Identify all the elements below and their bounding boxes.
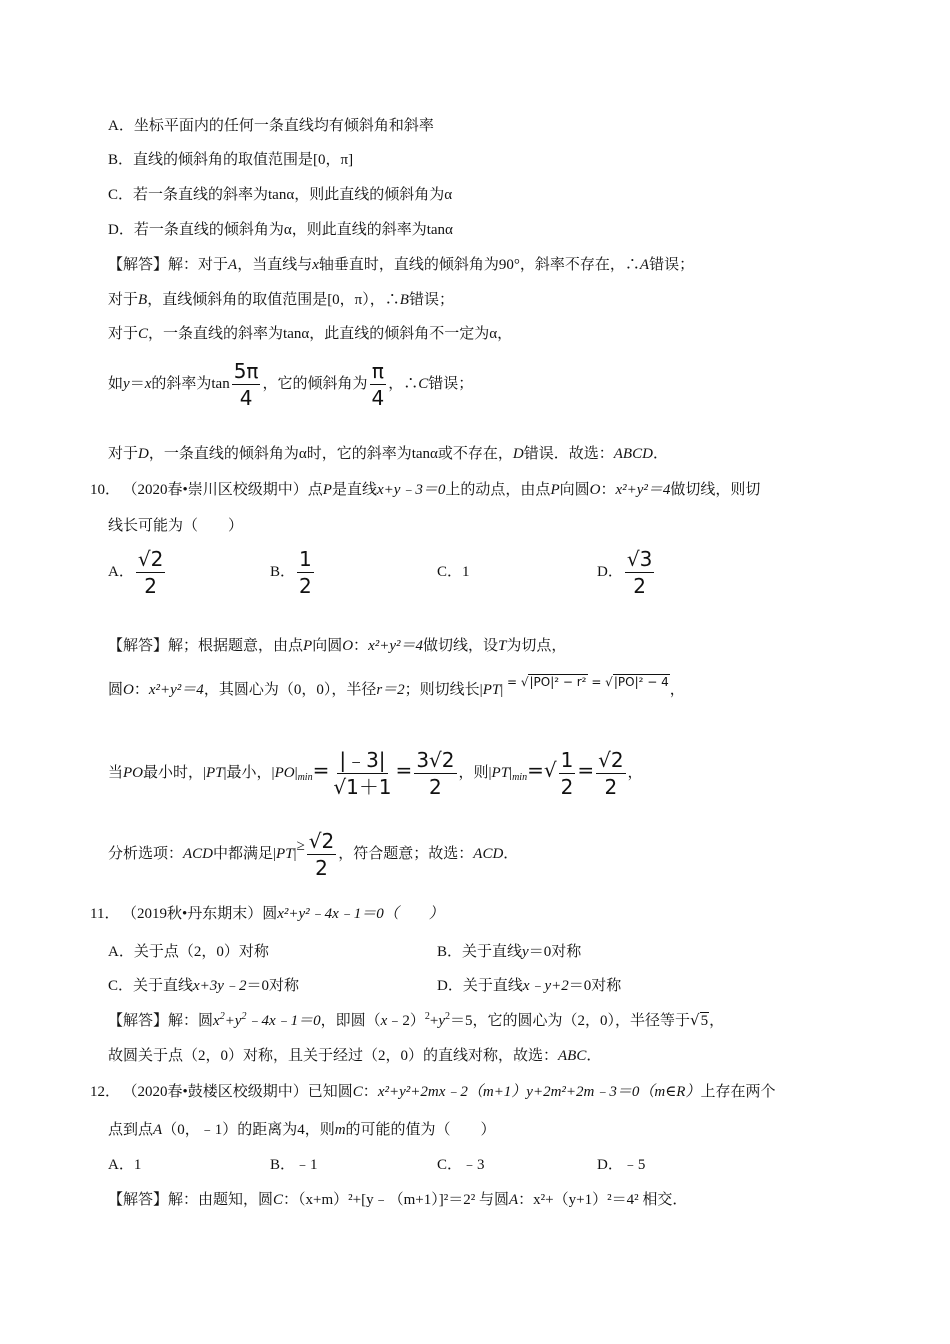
text: ： bbox=[133, 682, 149, 698]
text: 对于 bbox=[108, 446, 139, 462]
equation: $x^2+y^2﹣4x﹣1=0$ bbox=[213, 1011, 321, 1029]
var: PT bbox=[206, 765, 224, 781]
text: ，当直线与 bbox=[237, 257, 313, 273]
subscript: min bbox=[297, 772, 313, 783]
superscript: 2 bbox=[444, 1011, 450, 1022]
q12-answer-line1 bbox=[108, 1190, 687, 1210]
var: O bbox=[342, 638, 354, 654]
equation: x²+y²＝4 bbox=[368, 638, 423, 654]
denominator: 2 bbox=[429, 775, 442, 800]
var: PT bbox=[491, 765, 510, 781]
text: 圆 bbox=[108, 682, 124, 698]
question-number: 11． bbox=[90, 906, 120, 922]
text: 故圆关于点（2，0）对称，且关于经过（2，0）的直线对称，故选： bbox=[108, 1048, 559, 1064]
q9-answer-line3 bbox=[108, 324, 512, 344]
q12-option-c: C．﹣3 bbox=[437, 1157, 485, 1173]
var: T bbox=[498, 638, 507, 654]
numerator: π bbox=[371, 359, 384, 384]
var: D bbox=[512, 446, 524, 462]
var: A bbox=[639, 257, 650, 273]
text: ． bbox=[586, 1048, 602, 1064]
var: x bbox=[380, 1013, 388, 1029]
q12-option-d: D．﹣5 bbox=[597, 1157, 646, 1173]
text: ， bbox=[709, 1013, 725, 1029]
var: C bbox=[352, 1084, 363, 1100]
var: D bbox=[138, 446, 149, 462]
q10-answer-line1 bbox=[108, 636, 566, 656]
text: 上的动点，由点 bbox=[445, 482, 551, 498]
q10-answer-line2 bbox=[108, 675, 685, 700]
equation: x²+y²+2mx﹣2（m+1）y+2m²+2m﹣3＝0（m∈R） bbox=[377, 1084, 701, 1100]
q12-option-b: B．﹣1 bbox=[270, 1157, 318, 1173]
text: 【解答】解：由题知，圆 bbox=[108, 1192, 274, 1208]
text: （0，﹣1）的距离为4，则 bbox=[162, 1122, 335, 1138]
text: ，直线倾斜角的取值范围是[0，π），∴ bbox=[147, 292, 400, 308]
text: 如 bbox=[108, 376, 124, 392]
text: ： bbox=[362, 1084, 378, 1100]
equals: = bbox=[577, 758, 595, 782]
text: D．关于直线 bbox=[437, 978, 523, 994]
fraction bbox=[136, 547, 165, 598]
q9-option-c: C．若一条直线的斜率为tanα，则此直线的倾斜角为α bbox=[108, 187, 453, 203]
text: 分析选项： bbox=[108, 846, 184, 862]
numerator: 1 bbox=[560, 748, 574, 773]
var: A bbox=[153, 1122, 163, 1138]
q11-option-d bbox=[437, 976, 621, 996]
var: B bbox=[399, 292, 409, 308]
denominator: 2 bbox=[560, 775, 574, 800]
var: y bbox=[123, 376, 130, 392]
var: y bbox=[522, 944, 529, 960]
var: x bbox=[312, 257, 319, 273]
q10-option-b bbox=[270, 544, 316, 600]
label: B． bbox=[270, 564, 296, 580]
text: 为切点， bbox=[506, 638, 567, 654]
equation: x﹣y+2 bbox=[522, 978, 569, 994]
text: ；则切线长| bbox=[404, 682, 483, 698]
text: ＝ bbox=[129, 376, 145, 392]
text: 向圆 bbox=[312, 638, 343, 654]
var: y bbox=[438, 1013, 445, 1029]
q9-option-d: D．若一条直线的倾斜角为α，则此直线的斜率为tanα bbox=[108, 222, 453, 238]
text: 错误； bbox=[428, 376, 474, 392]
var: P bbox=[303, 638, 313, 654]
denominator: 4 bbox=[239, 386, 253, 411]
q11-answer-line2 bbox=[108, 1046, 601, 1066]
fraction-pi-over-4 bbox=[369, 359, 386, 410]
fraction bbox=[307, 829, 336, 880]
text: ． bbox=[503, 846, 519, 862]
text: 轴垂直时，直线的倾斜角为90°，斜率不存在，∴ bbox=[318, 257, 640, 273]
source: （2019秋•丹东期末）圆 bbox=[129, 906, 278, 922]
text: 对于 bbox=[108, 326, 139, 342]
var: A bbox=[228, 257, 238, 273]
numerator: |﹣3| bbox=[339, 748, 386, 773]
text: 的可能的值为（ ） bbox=[345, 1122, 496, 1138]
text: B．关于直线 bbox=[437, 944, 523, 960]
var: P bbox=[322, 482, 332, 498]
fraction bbox=[625, 547, 654, 598]
q10-answer-line3 bbox=[108, 728, 643, 815]
text: ，其圆心为（0，0），半径 bbox=[203, 682, 377, 698]
q10-option-a bbox=[108, 544, 167, 600]
q11-option-b bbox=[437, 942, 581, 962]
text: ，一条直线的斜率为tanα，此直线的倾斜角不一定为α， bbox=[148, 326, 513, 342]
var: ABC bbox=[558, 1048, 587, 1064]
q11-option-c bbox=[108, 976, 299, 996]
q11-option-a: A．关于点（2，0）对称 bbox=[108, 944, 269, 960]
var: PO bbox=[123, 765, 144, 781]
var: C bbox=[138, 326, 149, 342]
q10-option-d bbox=[597, 544, 656, 600]
sqrt-5: √5 bbox=[690, 1011, 709, 1029]
q10-option-c: C．1 bbox=[437, 564, 470, 580]
q9-answer-line1 bbox=[108, 255, 694, 275]
q9-option-a: A．坐标平面内的任何一条直线均有倾斜角和斜率 bbox=[108, 118, 434, 134]
numerator: 5π bbox=[233, 359, 259, 384]
var: ACD bbox=[183, 846, 214, 862]
text: 对于 bbox=[108, 292, 139, 308]
text: ，则| bbox=[458, 765, 492, 781]
equation: r＝2 bbox=[376, 682, 405, 698]
question-number: 12． bbox=[90, 1084, 121, 1100]
formula-tangent-length: = √|PO|² − r² = √|PO|² − 4 bbox=[506, 675, 669, 689]
numerator: √2 bbox=[137, 547, 164, 572]
label: D． bbox=[597, 564, 623, 580]
text: ，一条直线的倾斜角为α时，它的斜率为tanα或不存在， bbox=[148, 446, 513, 462]
var: O bbox=[123, 682, 134, 698]
var: PT bbox=[276, 846, 294, 862]
text: ＝0对称 bbox=[528, 944, 582, 960]
text: 最小时，| bbox=[143, 765, 207, 781]
radicand: 5 bbox=[700, 1013, 709, 1029]
text: ，即圆（ bbox=[320, 1013, 381, 1029]
fraction bbox=[559, 748, 576, 799]
var: C bbox=[418, 376, 429, 392]
text: ：x²+（y+1）²＝4² 相交． bbox=[518, 1192, 688, 1208]
text: 做切线，设 bbox=[423, 638, 499, 654]
text: ＝0对称 bbox=[246, 978, 299, 994]
text: 点到点 bbox=[108, 1122, 154, 1138]
numerator: √2 bbox=[308, 829, 335, 854]
equation: x²+y²﹣4x﹣1＝0（ ） bbox=[277, 906, 444, 922]
text: 当 bbox=[108, 765, 124, 781]
var: C bbox=[273, 1192, 284, 1208]
source: （2020春•鼓楼区校级期中）已知圆 bbox=[130, 1084, 353, 1100]
text: ，符合题意；故选： bbox=[338, 846, 474, 862]
q9-option-b: B．直线的倾斜角的取值范围是[0，π] bbox=[108, 152, 354, 168]
q12-stem-line1 bbox=[90, 1082, 776, 1102]
var: O bbox=[589, 482, 601, 498]
text: 做切线，则切 bbox=[670, 482, 761, 498]
source: （2020春•崇川区校级期中）点 bbox=[130, 482, 323, 498]
equals: = bbox=[312, 758, 330, 782]
question-number: 10． bbox=[90, 482, 121, 498]
var: m bbox=[334, 1122, 346, 1138]
fraction bbox=[331, 748, 393, 799]
label: A． bbox=[108, 564, 134, 580]
text: ， bbox=[669, 682, 685, 698]
equation: x²+y²＝4 bbox=[615, 482, 671, 498]
text: ＝0对称 bbox=[568, 978, 622, 994]
var: PT bbox=[482, 682, 501, 698]
equation: x²+y²＝4 bbox=[148, 682, 204, 698]
numerator: 1 bbox=[299, 547, 312, 572]
fraction bbox=[596, 748, 625, 799]
denominator: 2 bbox=[633, 574, 646, 599]
text: |最小，| bbox=[223, 765, 275, 781]
text: C．关于直线 bbox=[108, 978, 194, 994]
denominator: 2 bbox=[315, 856, 328, 881]
text: 向圆 bbox=[559, 482, 590, 498]
q10-answer-line4 bbox=[108, 816, 518, 892]
ge-sign: ≥ bbox=[296, 838, 305, 854]
numerator: √3 bbox=[626, 547, 653, 572]
numerator: 3√2 bbox=[416, 748, 455, 773]
text: | bbox=[293, 846, 297, 862]
numerator: √2 bbox=[598, 748, 624, 773]
var: ABCD bbox=[613, 446, 653, 462]
text: 【解答】解：圆 bbox=[108, 1013, 214, 1029]
fraction bbox=[414, 748, 456, 799]
q9-answer-line2 bbox=[108, 290, 454, 310]
radical-sign: √ bbox=[543, 758, 557, 782]
var: A bbox=[508, 1192, 519, 1208]
text: | bbox=[294, 765, 298, 781]
equation: x+y﹣3＝0 bbox=[376, 482, 446, 498]
text: | bbox=[500, 682, 504, 698]
superscript: 2 bbox=[424, 1011, 430, 1022]
fraction bbox=[297, 547, 314, 598]
text: ＝5，它的圆心为（2，0），半径等于 bbox=[449, 1013, 690, 1029]
q10-stem-line2: 线长可能为（ ） bbox=[108, 518, 244, 534]
equals: = bbox=[527, 758, 544, 782]
text: ﹣2） bbox=[387, 1013, 425, 1029]
q12-stem-line2 bbox=[108, 1120, 496, 1140]
text: | bbox=[509, 765, 513, 781]
answer-tag: 【解答】 bbox=[108, 257, 169, 273]
equation: x+3y﹣2 bbox=[193, 978, 247, 994]
text: ： bbox=[353, 638, 369, 654]
var: B bbox=[138, 292, 148, 308]
denominator: 2 bbox=[604, 775, 618, 800]
q9-answer-line5 bbox=[108, 444, 668, 464]
q11-answer-line1: 【解答】解：圆$x^2+y^2﹣4x﹣1=0$，即圆$(x﹣2)^2+y^2=5$，它的圆心为（2，0），半径等于√5， bbox=[108, 1011, 725, 1029]
text: ． bbox=[652, 446, 668, 462]
text: 中都满足| bbox=[213, 846, 277, 862]
text: 的斜率为tan bbox=[151, 376, 230, 392]
q10-stem-line1 bbox=[90, 480, 760, 500]
fraction-5pi-over-4 bbox=[232, 359, 261, 410]
var: ACD bbox=[473, 846, 504, 862]
text: 上存在两个 bbox=[700, 1084, 776, 1100]
text: ：（x+m）²+[y﹣（m+1）]²＝2² 与圆 bbox=[283, 1192, 509, 1208]
q11-stem bbox=[90, 904, 444, 924]
text: ，它的倾斜角为 bbox=[262, 376, 368, 392]
text: 错误； bbox=[649, 257, 695, 273]
denominator: √1＋1 bbox=[333, 775, 392, 800]
text: 解：对于 bbox=[168, 257, 229, 273]
text: ， bbox=[627, 765, 643, 781]
var: P bbox=[550, 482, 560, 498]
q12-option-a: A．1 bbox=[108, 1157, 142, 1173]
denominator: 2 bbox=[299, 574, 312, 599]
var: PO bbox=[274, 765, 295, 781]
text: ，∴ bbox=[388, 376, 419, 392]
denominator: 2 bbox=[144, 574, 157, 599]
text: 是直线 bbox=[331, 482, 377, 498]
denominator: 4 bbox=[371, 386, 385, 411]
text: 【解答】解；根据题意，由点 bbox=[108, 638, 304, 654]
text: 错误； bbox=[408, 292, 454, 308]
text: 错误．故选： bbox=[523, 446, 614, 462]
var: x bbox=[144, 376, 152, 392]
equals: = bbox=[395, 758, 413, 782]
q9-answer-line4 bbox=[108, 358, 473, 410]
subscript: min bbox=[512, 772, 528, 783]
text: ： bbox=[600, 482, 616, 498]
